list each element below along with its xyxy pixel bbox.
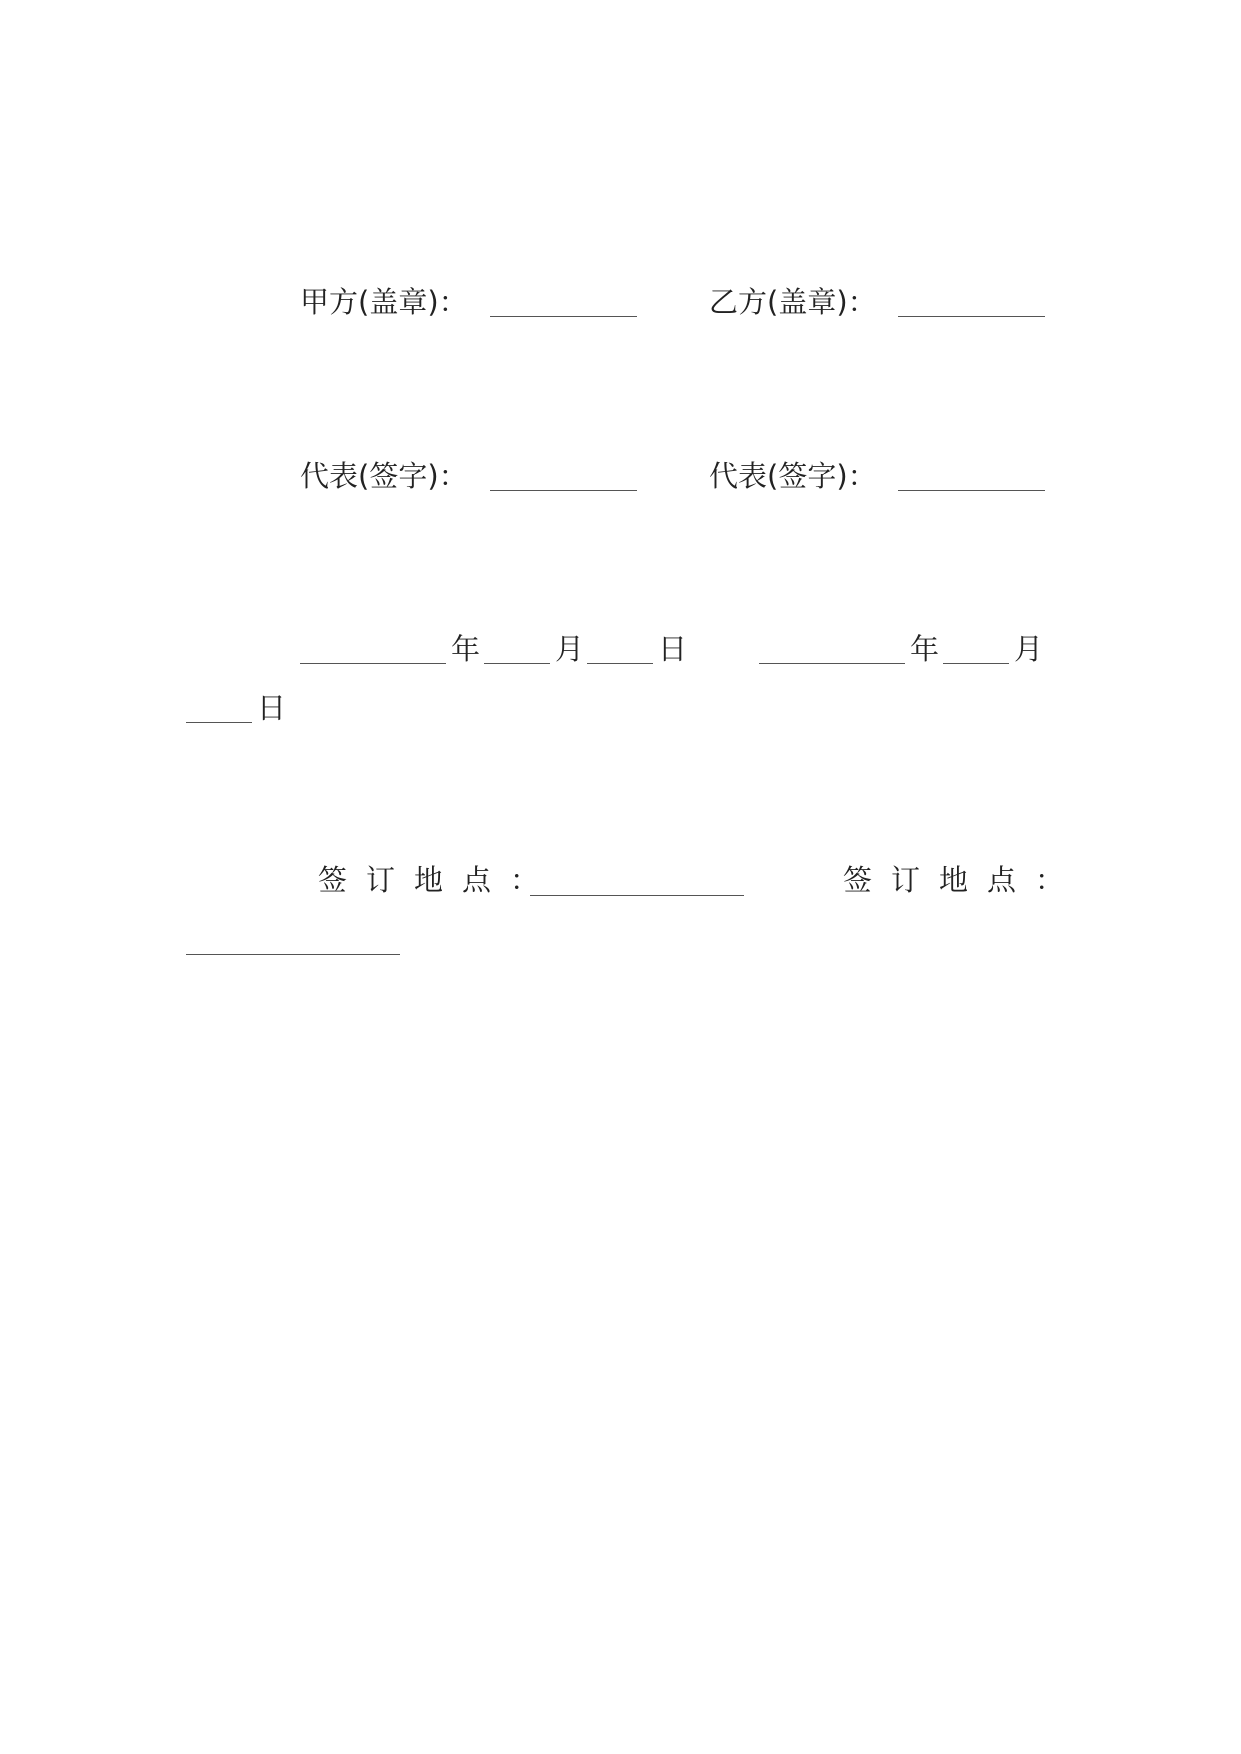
party-b-seal-label: 乙方(盖章)： [709, 285, 877, 319]
party-b-seal-blank[interactable] [898, 316, 1045, 317]
party-a-year-blank[interactable] [300, 663, 446, 664]
party-b-month-blank[interactable] [943, 663, 1009, 664]
party-a-month-label: 月 [555, 632, 585, 666]
party-b-rep-label: 代表(签字)： [709, 459, 877, 493]
party-b-day-label: 日 [257, 691, 287, 725]
party-b-day-blank[interactable] [186, 722, 252, 723]
place-a-label: 签订地点： [318, 863, 559, 897]
party-a-day-label: 日 [658, 632, 688, 666]
party-a-day-blank[interactable] [587, 663, 653, 664]
party-a-rep-blank[interactable] [490, 490, 637, 491]
party-a-seal-blank[interactable] [490, 316, 637, 317]
party-b-year-label: 年 [910, 632, 940, 666]
party-a-rep-label: 代表(签字)： [300, 459, 468, 493]
place-a-blank[interactable] [530, 895, 744, 896]
party-b-rep-blank[interactable] [898, 490, 1045, 491]
party-b-month-label: 月 [1014, 632, 1044, 666]
place-b-blank[interactable] [186, 954, 400, 955]
party-a-seal-label: 甲方(盖章)： [300, 285, 468, 319]
party-a-year-label: 年 [451, 632, 481, 666]
party-a-month-blank[interactable] [484, 663, 550, 664]
place-b-label: 签订地点： [843, 863, 1084, 897]
party-b-year-blank[interactable] [759, 663, 905, 664]
